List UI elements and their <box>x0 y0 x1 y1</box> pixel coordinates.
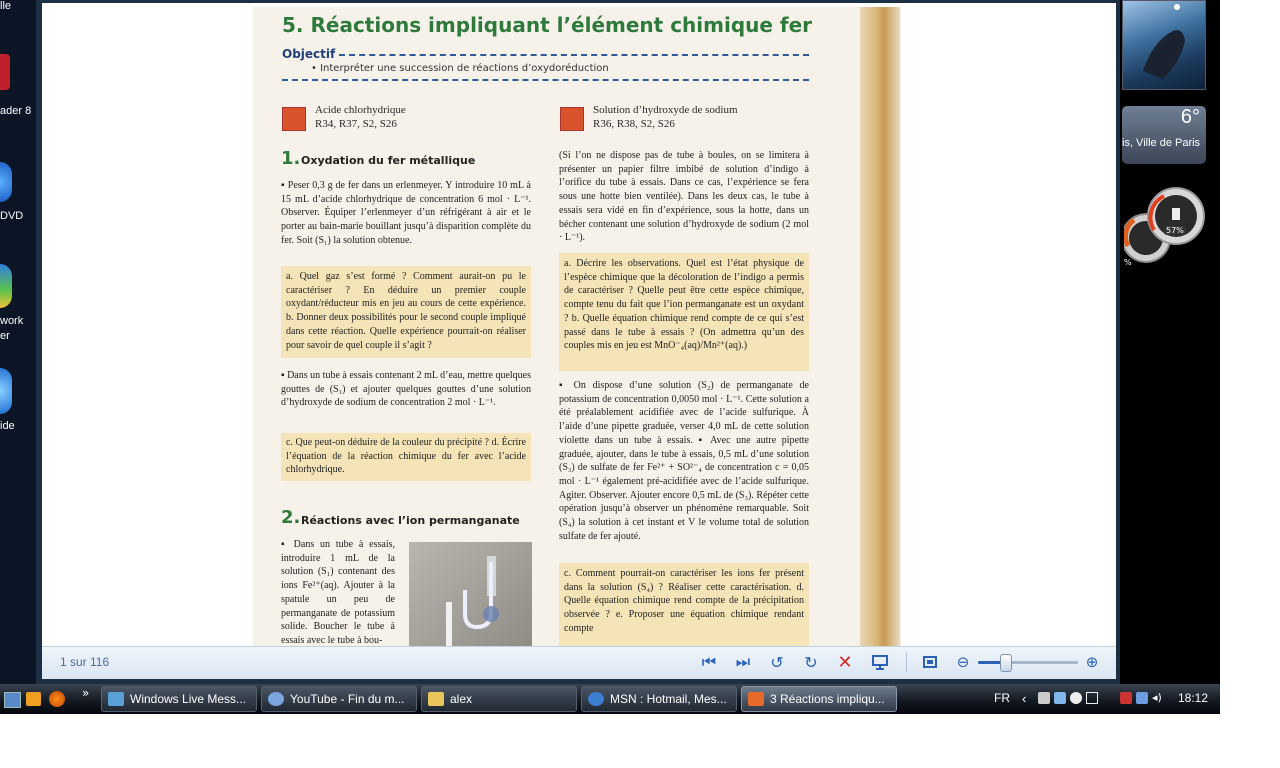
firefox-icon[interactable] <box>49 691 65 707</box>
taskbar-item-photo-viewer[interactable]: 3 Réactions impliqu... <box>741 686 897 712</box>
network-icon[interactable] <box>0 264 12 308</box>
section-1-paragraph: ▪ Peser 0,3 g de fer dans un erlenmeyer. Y introduire 10 mL à 15 mL d’acide chlorhydrique de concentration 6 mol · L⁻¹. Observer. Équiper l’erlenmeyer d’un réfrigérant à air et le porter au bain-marie bouillant jusqu’à disparition complète du fer. Soit (S₁) la solution obtenue. <box>281 180 531 246</box>
gauge-percent: 57% <box>1166 226 1184 235</box>
objective-label: Objectif <box>282 47 336 61</box>
adobe-reader-icon[interactable] <box>0 54 10 90</box>
volume-icon[interactable]: ◂) <box>1152 691 1162 704</box>
weather-gadget[interactable] <box>1122 106 1206 164</box>
page-title: 5. Réactions impliquant l’élément chimique fer <box>282 13 813 37</box>
page-counter: 1 sur 116 <box>60 655 110 669</box>
desktop-icon-label[interactable]: lle <box>0 0 12 12</box>
section-2-paragraph: ▪ Dans un tube à essais, introduire 1 mL de la solution (S₁) contenant des ions Fe²⁺(aq). Ajouter à la spatule un peu de permanganate de potassium solide. Boucher le tube à essais avec le tube à bou- <box>281 539 395 646</box>
show-desktop-icon[interactable] <box>4 692 21 708</box>
zoom-slider-handle[interactable] <box>1000 654 1012 672</box>
slideshow-gadget[interactable] <box>1122 0 1206 90</box>
hazard-icon <box>560 107 584 131</box>
cpu-meter-gadget[interactable] <box>1124 186 1206 266</box>
question-text: c. Comment pourrait-on caractériser les ions fer présent dans la solution (S₄) ? Réaliser cette caractérisation. d. Quelle équation chimique rend compte de la précipitation observée ? e. Proposer une équation chimique rendant compte <box>564 568 804 634</box>
hazard-right-title: Solution d’hydroxyde de sodium <box>593 104 738 116</box>
hazard-icon <box>282 107 306 131</box>
test-tube-image <box>409 542 532 647</box>
lab-photo <box>409 542 532 647</box>
question-box <box>559 563 809 647</box>
desktop-icon-label[interactable]: ader 8 <box>0 105 32 117</box>
objective-divider <box>339 54 809 56</box>
tray-chat-icon[interactable] <box>1070 692 1082 704</box>
zoom-in-icon[interactable]: ⊕ <box>1085 653 1099 671</box>
taskbar-item-youtube[interactable]: YouTube - Fin du m... <box>261 686 417 712</box>
question-text: a. Quel gaz s’est formé ? Comment aurait-on pu le caractériser ? En déduire un premier couple oxydant/réducteur mis en jeu au cours de cette expérience. b. Donner deux possibilités pour le second couple impliqué dans cette réaction. Quelle expérience pourrait-on réaliser pour savoir de quel couple il s’agit ? <box>286 271 526 351</box>
objective-bottom-divider <box>282 79 809 81</box>
language-indicator[interactable]: FR <box>994 691 1010 705</box>
desktop-icon-label[interactable]: er <box>0 330 10 342</box>
dvd-icon[interactable] <box>0 162 12 202</box>
delete-icon[interactable]: ✕ <box>837 651 853 673</box>
quick-launch-more-icon[interactable]: » <box>82 686 90 700</box>
hazard-right-codes: R36, R38, S2, S26 <box>593 118 675 130</box>
internet-explorer-icon <box>588 692 604 706</box>
browser-icon <box>268 692 284 706</box>
tray-network-icon[interactable] <box>1054 692 1066 704</box>
section-1-number: 1. <box>281 148 301 169</box>
tray-app-icon[interactable] <box>1038 692 1050 704</box>
last-page-icon[interactable]: ⏭ <box>735 652 751 671</box>
taskbar-item-msn[interactable]: MSN : Hotmail, Mes... <box>581 686 737 712</box>
zoom-out-icon[interactable]: ⊖ <box>956 653 970 671</box>
section-2-number: 2. <box>281 507 301 528</box>
tray-icons <box>1038 692 1108 706</box>
hazard-left-title: Acide chlorhydrique <box>315 104 406 116</box>
right-paragraph-1: (Si l’on ne dispose pas de tube à boules, on se limitera à présenter un papier filtre imbibé de solution d’indigo à l’orifice du tube à essais. Dans ce cas, l’expérience se fera sous une hotte bien ventilée). Dans les deux cas, le tube à essais sera vidé en fin d’expérience, sous la hotte, dans un bécher contenant une solution d’hydroxyde de sodium (2 mol · L⁻¹). <box>559 150 809 244</box>
weather-temperature: 6° <box>1180 106 1200 128</box>
help-guide-icon[interactable] <box>0 368 12 414</box>
tray-alert-icon[interactable] <box>1120 692 1132 704</box>
clock[interactable]: 18:12 <box>1178 691 1209 705</box>
rotate-right-icon[interactable]: ↻ <box>804 652 818 672</box>
folder-icon <box>428 692 444 706</box>
question-text: a. Décrire les observations. Quel est l’état physique de l’espèce chimique que la décoloration de l’indigo a permis de caractériser ? Quelle peut être cette espèce chimique, compte tenu du fait que l’ion permanganate est un oxydant ? b. Quelle équation chimique rend compte de ce qui s’est passé dans le tube à essais ? (On admettra qu’un des couples mis en jeu est MnO⁻₄(aq)/Mn²⁺(aq).) <box>564 258 804 352</box>
hazard-left-codes: R34, R37, S2, S26 <box>315 118 397 130</box>
section-2-title: Réactions avec l’ion permanganate <box>301 514 520 527</box>
messenger-icon <box>108 692 124 706</box>
gauge-small-percent: % <box>1124 258 1132 267</box>
slideshow-icon[interactable] <box>869 652 891 672</box>
rotate-left-icon[interactable]: ↺ <box>770 652 784 672</box>
tray-display-icon[interactable] <box>1136 692 1148 704</box>
taskbar-item-messenger[interactable]: Windows Live Mess... <box>101 686 257 712</box>
right-paragraph-2: ▪ On dispose d’une solution (S₂) de permanganate de potassium de concentration 0,0050 mol · L⁻¹. Cette solution a été préalablement acidifiée avec de l’acide sulfurique. À l’aide d’une pipette graduée, verser 4,0 mL de cette solution violette dans un tube à essais. ▪ Avec une autre pipette graduée, ajouter, dans le tube à essais, 0,5 mL d’une solution (S₃) de sulfate de fer Fe²⁺ + SO²⁻₄ de concentration c = 0,05 mol · L⁻¹ également pré-acidifiée avec de l’acide sulfurique. Agiter. Observer. Ajouter encore 0,5 mL de (S₃). Répéter cette opération jusqu’à observer un phénomène remarquable. Soit (S₄) la solution à cet instant et V le volume total de solution sulfate de fer ajouté. <box>559 380 809 542</box>
windows-sidebar <box>1120 0 1220 684</box>
whale-photo <box>1123 1 1205 89</box>
toolbar-separator <box>906 652 907 672</box>
section-1-title: Oxydation du fer métallique <box>301 154 476 167</box>
section-1-paragraph-2: ▪ Dans un tube à essais contenant 2 mL d’eau, mettre quelques gouttes de (S₁) et ajouter quelques gouttes d’une solution d’hydroxyde de sodium de concentration 2 mol · L⁻¹. <box>281 370 531 409</box>
fit-window-icon[interactable] <box>919 652 941 672</box>
objective-text: • Interpréter une succession de réactions d’oxydoréduction <box>311 63 609 74</box>
first-page-icon[interactable]: ⏮ <box>701 652 717 671</box>
tray-expand-icon[interactable]: ‹ <box>1022 691 1027 706</box>
media-player-icon[interactable] <box>26 692 41 706</box>
question-box <box>281 266 531 358</box>
taskbar-item-folder[interactable]: alex <box>421 686 577 712</box>
tray-security-icon[interactable] <box>1086 692 1098 704</box>
desktop-icon-label[interactable]: ide <box>0 420 15 432</box>
book-spine <box>860 7 900 647</box>
document-page <box>253 7 901 647</box>
question-text: c. Que peut-on déduire de la couleur du précipité ? d. Écrire l’équation de la réaction chimique du fer avec l’acide chlorhydrique. <box>286 437 526 476</box>
desktop-icon-label[interactable]: work <box>0 315 24 327</box>
tray-icons-2 <box>1120 692 1166 706</box>
desktop-icon-label[interactable]: DVD <box>0 210 24 222</box>
question-box <box>559 253 809 371</box>
question-box <box>281 433 531 481</box>
weather-city: is, Ville de Paris <box>1122 137 1201 149</box>
photo-viewer-icon <box>748 692 764 706</box>
